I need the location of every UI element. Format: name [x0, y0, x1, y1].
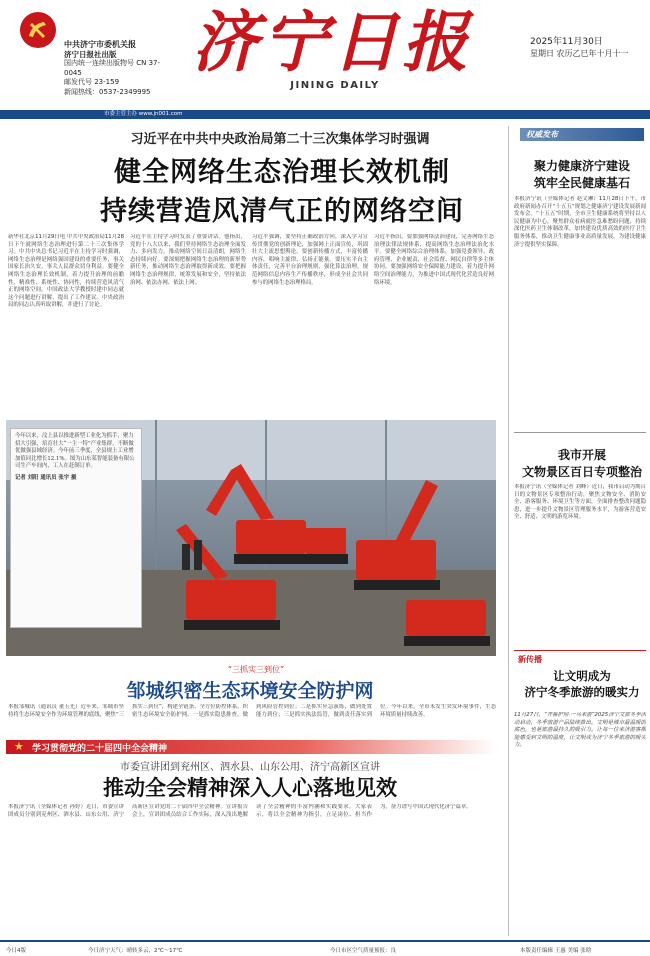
- story-b-headline-1: 我市开展: [557, 448, 606, 462]
- footer-weather: 今日济宁天气：晴转多云，2℃～17℃: [88, 948, 183, 954]
- divider-red: [514, 650, 646, 651]
- story-c-body: 11月27日，“齐鲁护照·一马来游”2025济宁文旅冬季活动启动，冬季旅游产品陆续推出。文明是城市最温暖的底色，也是旅游最持久的吸引力。让每一位来济游客都能感受到文明的温度，让文明成为济宁冬季旅游的暖实力。: [514, 712, 646, 749]
- dateline: [530, 36, 645, 60]
- lead-kicker: 习近平在中共中央政治局第二十三次集体学习时强调: [130, 132, 430, 147]
- cn-code: 国内统一连续出版物号 CN 37-0045: [64, 59, 161, 77]
- authority-banner-label: 权威发布: [526, 130, 558, 139]
- story3-headline: 推动全会精神深入人心落地见效: [103, 775, 397, 800]
- story-b-headline-2: 文物景区百日专项整治: [521, 465, 642, 479]
- story-c-tag: 新传播: [518, 655, 542, 664]
- lead-body-col-2: 习近平在主持学习时发表了重要讲话。他指出，党的十八大以来，我们坚持网络生态治理全面发力、多向发力，推动网络空间日益清朗，网络生态持续向好。要深刻把握网络生态治理的新形势新任务，推动网络生态治理取得新成效。要把握网络生态治理规律，统筹发展和安全，坚持依法治网、依法办网、依法上网。: [130, 234, 246, 286]
- news-hotline: 新闻热线：0537-2349995: [64, 87, 151, 96]
- issue-date: 2025年11月30日: [530, 37, 603, 47]
- story-a-headline-1: 聚力健康济宁建设: [533, 159, 630, 173]
- footer-air-quality: 今日市区空气质量预报：良: [330, 948, 397, 954]
- story-c-headline-2: 济宁冬季旅游的暖实力: [524, 685, 640, 699]
- story3-body: 本报济宁讯（全媒体记者 孙婷）近日，市委宣讲团成员分别到兖州区、泗水县、山东公用、济宁高新区宣讲党的二十届四中全会精神。宣讲报告会上，宣讲团成员结合工作实际，深入浅出地解读了全会精神的丰富内涵和实践要求。大家表示，将以全会精神为指引，立足岗位、担当作为，奋力谱写中国式现代化济宁篇章。: [8, 804, 472, 818]
- photo-caption: [10, 428, 142, 628]
- lead-headline-1: 健全网络生态治理长效机制: [114, 157, 450, 188]
- divider: [514, 432, 646, 433]
- org-line-1: 中共济宁市委机关报: [64, 40, 136, 49]
- newspaper-title-en: JINING DAILY: [290, 80, 380, 91]
- section-band: [6, 740, 496, 754]
- org-line-2: 济宁日报社出版: [64, 49, 117, 59]
- column-divider: [508, 126, 509, 936]
- star-icon: ★: [14, 740, 24, 753]
- party-emblem-icon: [18, 10, 58, 50]
- publication-info: [64, 40, 174, 97]
- post-code: 邮发代号 23-159: [64, 78, 120, 86]
- lead-headline-2: 持续营造风清气正的网络空间: [100, 196, 464, 227]
- story2-headline: 邹城织密生态环境安全防护网: [126, 680, 374, 702]
- section-band-label: 学习贯彻党的二十届四中全会精神: [32, 744, 168, 754]
- story3-kicker: 市委宣讲团到兖州区、泗水县、山东公用、济宁高新区宣讲: [120, 762, 380, 773]
- story-a-headline-2: 筑牢全民健康基石: [533, 176, 630, 190]
- masthead: [0, 0, 650, 118]
- photo-caption-text: 今年以来，汶上县以推进新型工业化为抓手，聚力招大引强，培育壮大“一主一特”产业集群，不断做优做强县域经济。今年前三季度，全县规上工业增加值同比增长12.1%。图为山东某智能装备有限公司生产车间内，工人在赶制订单。: [15, 433, 135, 470]
- story-a-body: 本报济宁讯（全媒体记者 赵文琳）11月28日下午，市政府新闻办召开“十五五”规划之健康济宁建设发展新闻发布会。“十五五”时期，全市卫生健康系统将坚持以人民健康为中心，聚焦群众看病就医急难愁盼问题，持续深化医药卫生体制改革，加快建设优质高效的医疗卫生服务体系，推动卫生健康事业高质量发展，为建设健康济宁提供坚实保障。: [514, 196, 646, 248]
- website-text[interactable]: 市委主管主办 www.jn001.com: [104, 111, 183, 117]
- lead-body-col-4: 习近平指出，要加强网络法治建设，完善网络生态治理法律法规体系，提高网络生态治理法治化水平。要健全网络综合治理体系，加强党委领导、政府管理、企业履责、社会监督、网民自律等多主体协同。要加强网络安全保障能力建设，着力提升网络空间治理能力，为推进中国式现代化营造良好网络环境。: [374, 234, 494, 286]
- lead-body-col-3: 习近平强调，要坚持正确政治方向，深入学习宣传贯彻党的创新理论，加强网上正面宣传，巩固壮大主流思想舆论。要创新传播方式，丰富传播内容，唱响主旋律、弘扬正能量。要压实平台主体责任，完善平台治理规则，强化算法治理，规范网络信息内容生产传播秩序，形成全社会共同参与的网络生态治理格局。: [252, 234, 368, 286]
- story-c-headline-1: 让文明成为: [553, 669, 611, 683]
- lead-body-col-1: 新华社北京11月29日电 中共中央政治局11月28日下午就网络生态治理进行第二十三次集体学习。中共中央总书记习近平在主持学习时强调，网络生态治理是网络强国建设的重要任务，事关国家长治久安，事关人民群众切身利益。要健全网络生态治理长效机制，着力提升治理的前瞻性、精准性、系统性、协同性，持续营造风清气正的网络空间。中国政法大学教授时建中同志就这个问题进行讲解，提出了工作建议。中央政治局的同志认真听取讲解，并进行了讨论。: [8, 234, 124, 309]
- authority-banner: [520, 128, 644, 141]
- page-footer: [0, 940, 650, 956]
- story-b-body: 本报济宁讯（全媒体记者 刘峰）近日，我市启动为期百日的文物景区专项整治行动，聚焦文物安全、消防安全、游客服务、环境卫生等方面，全面排查整改问题隐患，进一步提升文物景区管理服务水平，为游客营造安全、舒适、文明的游览环境。: [514, 484, 646, 521]
- footer-pages: 今日4版: [6, 948, 26, 954]
- newspaper-title: 济宁日报: [192, 3, 472, 81]
- website-bar: [0, 110, 650, 119]
- photo-credit: 记者 刘阳 通讯员 张宇 摄: [15, 474, 77, 481]
- weekday-lunar: 星期日 农历乙巳年十月十一: [530, 49, 629, 58]
- story2-body: 本报邹城讯（通讯员 董玉光）近年来，邹城市坚持将生态环境安全作为环境管理的底线，聚焦“三抓实三到位”，构建全链条、全方位防控体系，织密生态环境安全防护网。一是抓实隐患排查，做到风险管控到位；二是抓实应急演练，做到处置能力到位；三是抓实执法监管，做到责任落实到位。今年以来，全市未发生突发环境事件，生态环境质量持续改善。: [8, 704, 496, 718]
- story2-kicker: “三抓实三到位”: [227, 665, 285, 674]
- footer-editors: 本版责任编辑 王惠 美编 张晗: [520, 948, 592, 954]
